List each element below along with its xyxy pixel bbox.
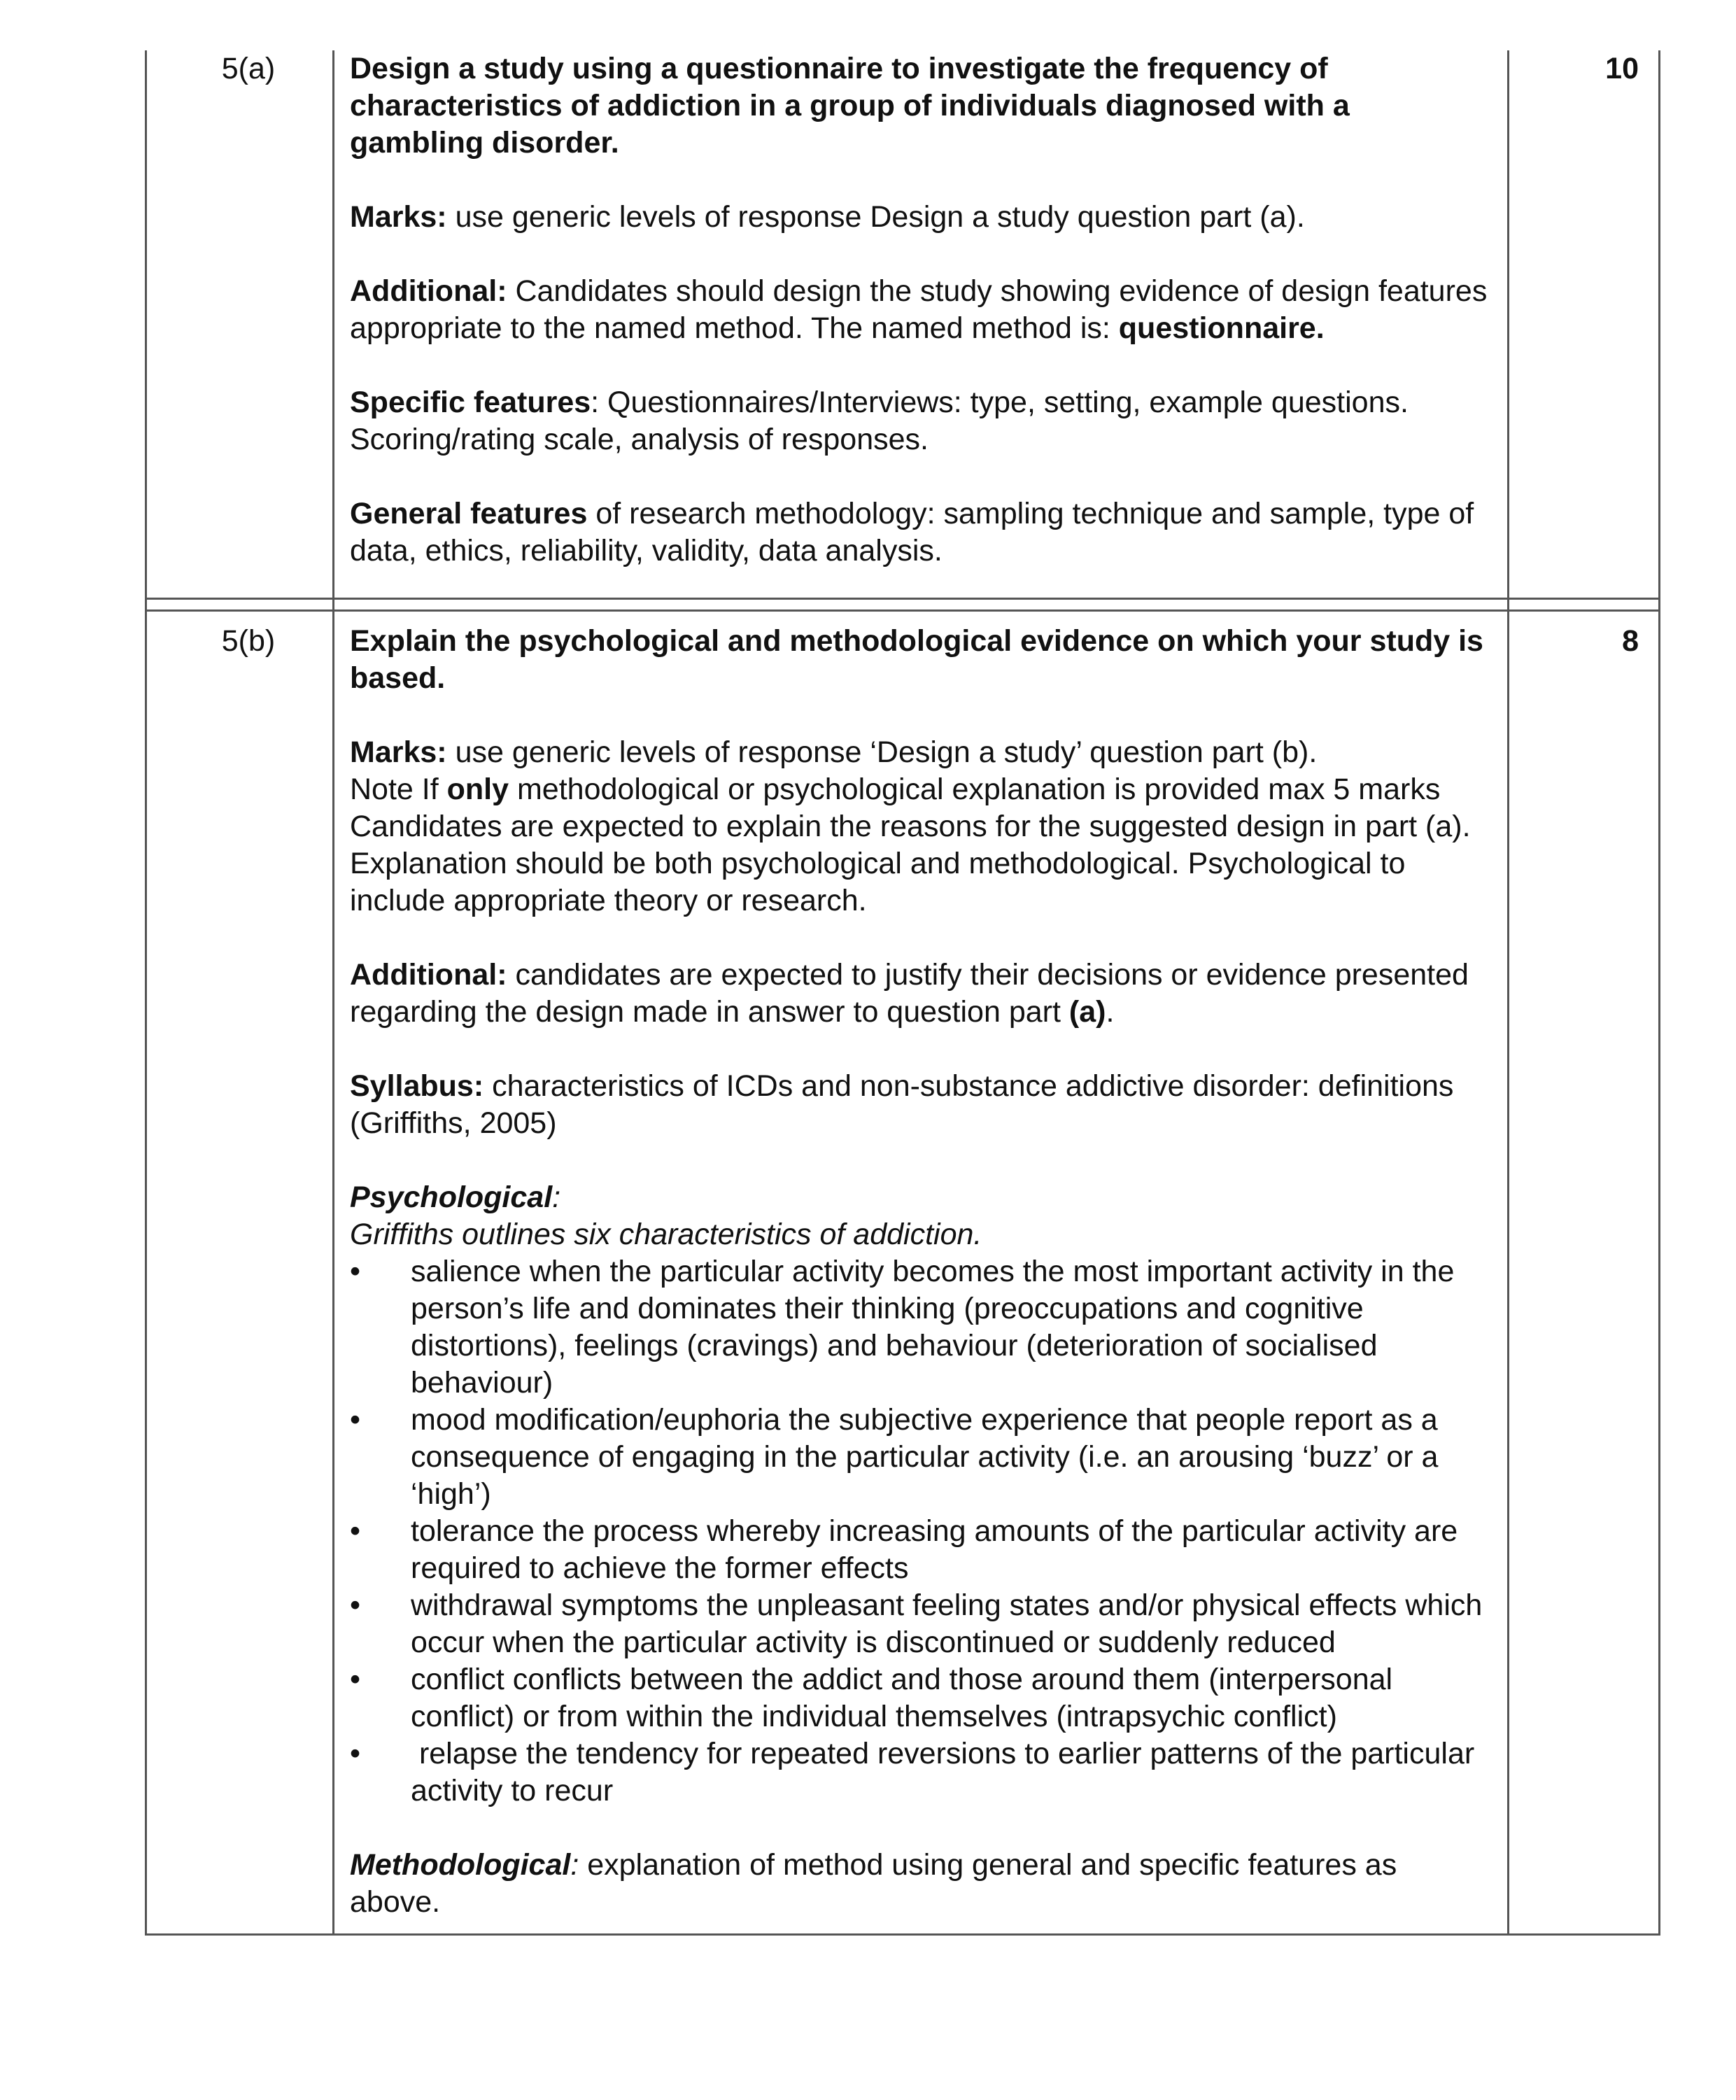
question-number-cell [146,50,334,599]
answer-guidance-cell [334,50,1509,599]
marks-cell [1509,611,1660,1935]
list-item: • conflict conflicts between the addict and those around them (interpersonal conflict) or from within the individual themselves (intrapsychic conflict) [350,1661,1490,1735]
syllabus-reference: Syllabus: characteristics of ICDs and non-substance addictive disorder: definitions (Griffiths, 2005) [350,1069,1454,1140]
specific-features: Specific features: Questionnaires/Interviews: type, setting, example questions. Scoring/rating scale, analysis of responses. [350,386,1409,456]
additional-guidance: Additional: candidates are expected to justify their decisions or evidence presented regarding the design made in answer to question part (a). [350,958,1469,1029]
marks-guidance: Marks: use generic levels of response ‘Design a study’ question part (b). [350,735,1318,769]
list-item: • withdrawal symptoms the unpleasant feeling states and/or physical effects which occur when the particular activity is discontinued or suddenly reduced [350,1587,1490,1661]
characteristics-list [350,1253,1490,1810]
question-number: 5(a) [221,52,276,85]
question-text: Design a study using a questionnaire to investigate the frequency of characteristics of addiction in a group of individuals diagnosed with a gambling disorder. [350,52,1350,160]
general-features: General features of research methodology: sampling technique and sample, type of data, ethics, reliability, validity, data analysis. [350,497,1474,568]
question-number-cell [146,611,334,1935]
marks-value: 10 [1605,52,1639,85]
marks-cell [1509,50,1660,599]
marks-value: 8 [1622,624,1639,658]
marks-guidance: Marks: use generic levels of response Design a study question part (a). [350,200,1305,234]
list-item: • tolerance the process whereby increasing amounts of the particular activity are required to achieve the former effects [350,1513,1490,1587]
question-row-5b [146,611,1660,1935]
psychological-intro: Griffiths outlines six characteristics of addiction. [350,1218,982,1251]
marks-note: Note If only methodological or psychological explanation is provided max 5 marks [350,773,1441,806]
list-item: • mood modification/euphoria the subjective experience that people report as a consequence of engaging in the particular activity (i.e. an arousing ‘buzz’ or a ‘high’) [350,1402,1490,1513]
row-separator [146,599,1660,611]
additional-guidance: Additional: Candidates should design the study showing evidence of design features appropriate to the named method. The named method is: questionnaire. [350,274,1488,345]
mark-scheme-table [145,50,1660,1936]
expected-explanation: Candidates are expected to explain the reasons for the suggested design in part (a). Explanation should be both psychological and methodological. Psychological to include appropriate theory or research. [350,810,1471,917]
question-text: Explain the psychological and methodological evidence on which your study is based. [350,624,1483,695]
list-item: • salience when the particular activity becomes the most important activity in the person’s life and dominates their thinking (preoccupations and cognitive distortions), feelings (cravings) and behaviour (deterioration of socialised behaviour) [350,1253,1490,1402]
list-item: • relapse the tendency for repeated reversions to earlier patterns of the particular activity to recur [350,1735,1490,1810]
question-row-5a [146,50,1660,599]
answer-guidance-cell [334,611,1509,1935]
methodological-guidance: Methodological: explanation of method using general and specific features as above. [350,1848,1397,1919]
question-number: 5(b) [221,624,276,658]
psychological-heading: Psychological: [350,1181,561,1214]
